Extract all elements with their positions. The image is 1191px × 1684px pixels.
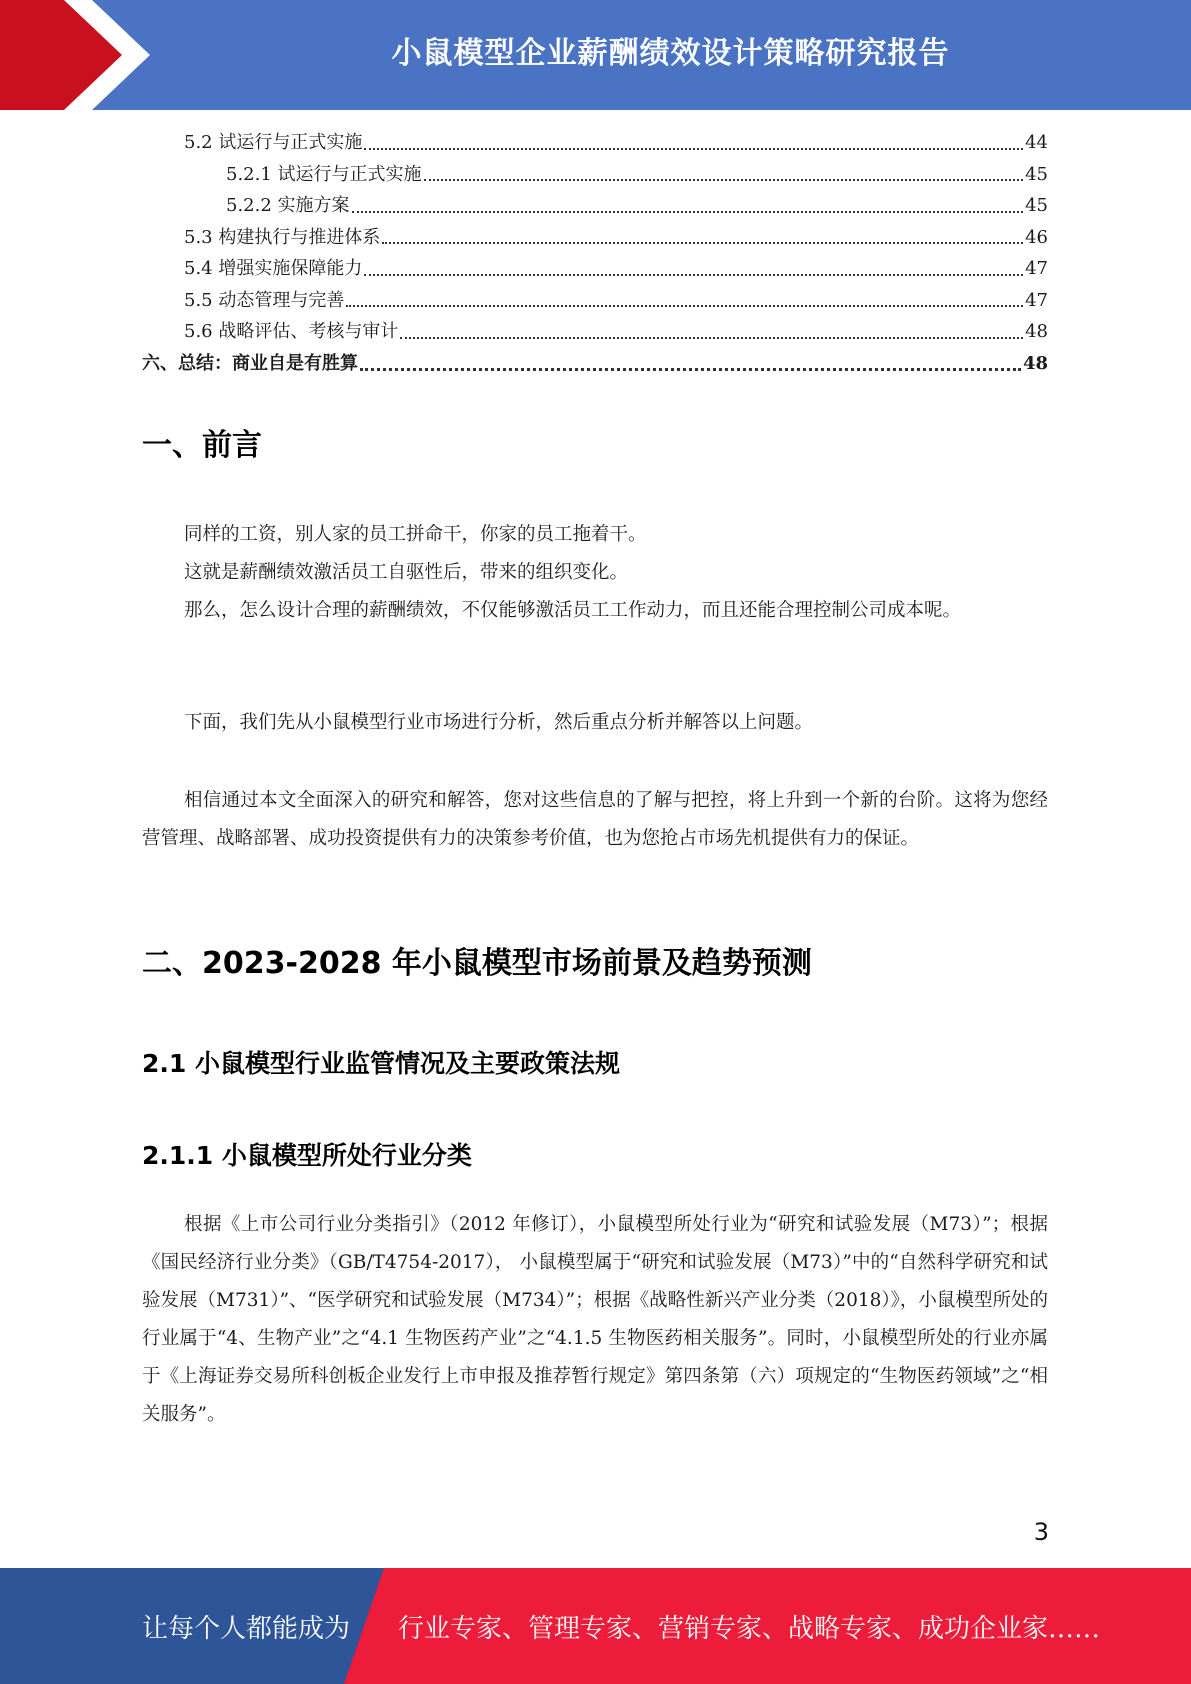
toc-leader-dots: [424, 179, 1024, 181]
body-paragraph: 那么，怎么设计合理的薪酬绩效，不仅能够激活员工工作动力，而且还能合理控制公司成本呢。: [184, 600, 962, 621]
header-chevron-decoration: [0, 0, 160, 110]
toc-leader-dots: [360, 368, 1021, 371]
toc-item[interactable]: [142, 190, 1048, 222]
toc-item-text: 5.6 战略评估、考核与审计: [184, 321, 399, 342]
toc-item-page: 46: [1025, 226, 1048, 248]
toc-item-text: 5.2 试运行与正式实施: [184, 132, 363, 153]
page-number: 3: [1033, 1518, 1049, 1546]
body-paragraph: 这就是薪酬绩效激活员工自驱性后，带来的组织变化。: [184, 562, 629, 583]
toc-item[interactable]: [142, 159, 1048, 191]
toc-item-page: 45: [1025, 195, 1048, 216]
toc-leader-dots: [346, 305, 1023, 307]
toc-leader-dots: [400, 337, 1023, 339]
toc-item-text: 5.5 动态管理与完善: [184, 289, 345, 311]
table-of-contents: [142, 127, 1048, 379]
section-heading-market-outlook: 二、2023-2028 年小鼠模型市场前景及趋势预测: [142, 946, 812, 981]
toc-item-text: 5.2.2 实施方案: [226, 195, 350, 216]
toc-item[interactable]: [142, 316, 1048, 348]
toc-item[interactable]: [142, 222, 1048, 254]
toc-item-page: 48: [1022, 352, 1048, 374]
footer-slogan-right: 行业专家、管理专家、营销专家、战略专家、成功企业家……: [398, 1613, 1101, 1644]
body-paragraph: 相信通过本文全面深入的研究和解答，您对这些信息的了解与把控，将上升到一个新的台阶。这将为您经营管理、战略部署、成功投资提供有力的决策参考价值，也为您抢占市场先机提供有力的保证。: [142, 790, 1048, 849]
page-header: [0, 0, 1191, 110]
toc-item-page: 48: [1025, 321, 1048, 342]
subsection-heading-regulation: 2.1 小鼠模型行业监管情况及主要政策法规: [142, 1049, 620, 1078]
toc-item[interactable]: [142, 127, 1048, 159]
toc-leader-dots: [352, 211, 1024, 213]
body-paragraph: 根据《上市公司行业分类指引》（2012 年修订），小鼠模型所处行业为“研究和试验发展（M73）”；根据《国民经济行业分类》（GB/T4754-2017）， 小鼠模型属于“研究和试验发展（M73）”中的“自然科学研究和试验发展（M731）”、“医学研究和试验发展（M734）”；根据《战略性新兴产业分类（2018）》，小鼠模型所处的行业属于“4、生物产业”之“4.1 生物医药产业”之“4.1.5 生物医药相关服务”。同时，小鼠模型所处的行业亦属于《上海证券交易所科创板企业发行上市申报及推荐暂行规定》第四条第（六）项规定的“生物医药领域”之“相关服务”。: [142, 1214, 1048, 1425]
page-footer: [0, 1568, 1191, 1684]
toc-item-text: 5.3 构建执行与推进体系: [184, 226, 381, 248]
subsection-heading-industry-classification: 2.1.1 小鼠模型所处行业分类: [142, 1141, 472, 1170]
body-paragraph: 同样的工资，别人家的员工拼命干，你家的员工拖着干。: [184, 524, 647, 545]
body-paragraph: 下面，我们先从小鼠模型行业市场进行分析，然后重点分析并解答以上问题。: [184, 712, 814, 733]
toc-item-text: 5.4 增强实施保障能力: [184, 258, 363, 279]
toc-leader-dots: [382, 242, 1023, 244]
toc-item-text: 六、总结：商业自是有胜算: [142, 352, 358, 374]
toc-item-page: 47: [1025, 289, 1048, 311]
toc-item-text: 5.2.1 试运行与正式实施: [226, 163, 422, 185]
footer-slogan-left: 让每个人都能成为: [142, 1613, 351, 1644]
toc-item[interactable]: [142, 253, 1048, 285]
report-title: 小鼠模型企业薪酬绩效设计策略研究报告: [391, 36, 950, 71]
toc-item-page: 45: [1025, 163, 1048, 185]
toc-leader-dots: [364, 274, 1023, 276]
toc-item-page: 44: [1025, 132, 1048, 153]
toc-item[interactable]: [142, 348, 1048, 380]
section-heading-preface: 一、前言: [142, 428, 262, 463]
toc-item-page: 47: [1025, 258, 1048, 279]
toc-item[interactable]: [142, 285, 1048, 317]
toc-leader-dots: [364, 148, 1023, 150]
